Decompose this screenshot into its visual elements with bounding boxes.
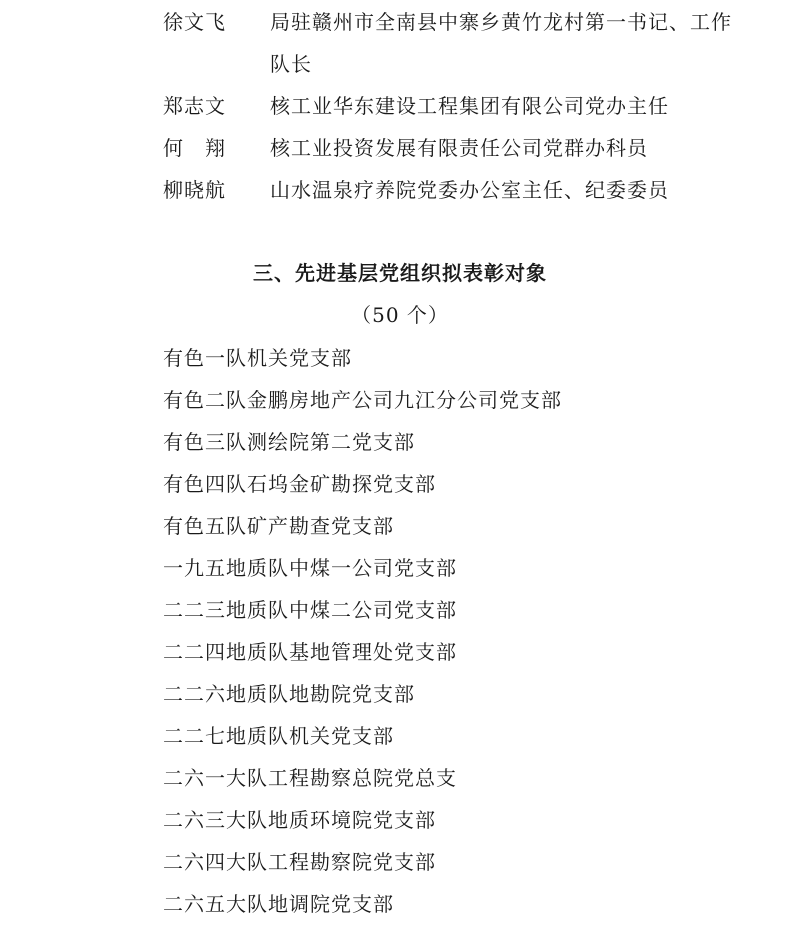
person-title: 核工业投资发展有限责任公司党群办科员 <box>270 136 648 160</box>
list-item: 二六五大队地调院党支部 <box>163 892 394 916</box>
list-item: 一九五地质队中煤一公司党支部 <box>163 556 457 580</box>
person-name: 徐文飞 <box>163 10 226 34</box>
organization-list <box>163 337 562 925</box>
person-row <box>0 127 800 169</box>
list-item: 有色二队金鹏房地产公司九江分公司党支部 <box>163 388 562 412</box>
person-title: 山水温泉疗养院党委办公室主任、纪委委员 <box>270 178 669 202</box>
list-item: 二二六地质队地勘院党支部 <box>163 682 415 706</box>
person-name: 何 翔 <box>163 136 226 160</box>
section-count: （50 个） <box>351 303 449 327</box>
person-row <box>0 1 800 76</box>
list-item: 二六四大队工程勘察院党支部 <box>163 850 436 874</box>
person-row <box>0 85 800 127</box>
section-heading: 三、先进基层党组织拟表彰对象 <box>253 261 547 285</box>
person-title: 局驻赣州市全南县中寨乡黄竹龙村第一书记、工作队长 <box>270 10 732 76</box>
person-title: 核工业华东建设工程集团有限公司党办主任 <box>270 94 669 118</box>
list-item: 有色四队石坞金矿勘探党支部 <box>163 472 436 496</box>
person-name: 郑志文 <box>163 94 226 118</box>
list-item: 有色一队机关党支部 <box>163 346 352 370</box>
list-item: 二二四地质队基地管理处党支部 <box>163 640 457 664</box>
list-item: 有色五队矿产勘查党支部 <box>163 514 394 538</box>
list-item: 二二三地质队中煤二公司党支部 <box>163 598 457 622</box>
list-item: 有色三队测绘院第二党支部 <box>163 430 415 454</box>
list-item: 二六三大队地质环境院党支部 <box>163 808 436 832</box>
person-name: 柳晓航 <box>163 178 226 202</box>
person-row <box>0 169 800 211</box>
list-item: 二六一大队工程勘察总院党总支 <box>163 766 457 790</box>
list-item: 二二七地质队机关党支部 <box>163 724 394 748</box>
